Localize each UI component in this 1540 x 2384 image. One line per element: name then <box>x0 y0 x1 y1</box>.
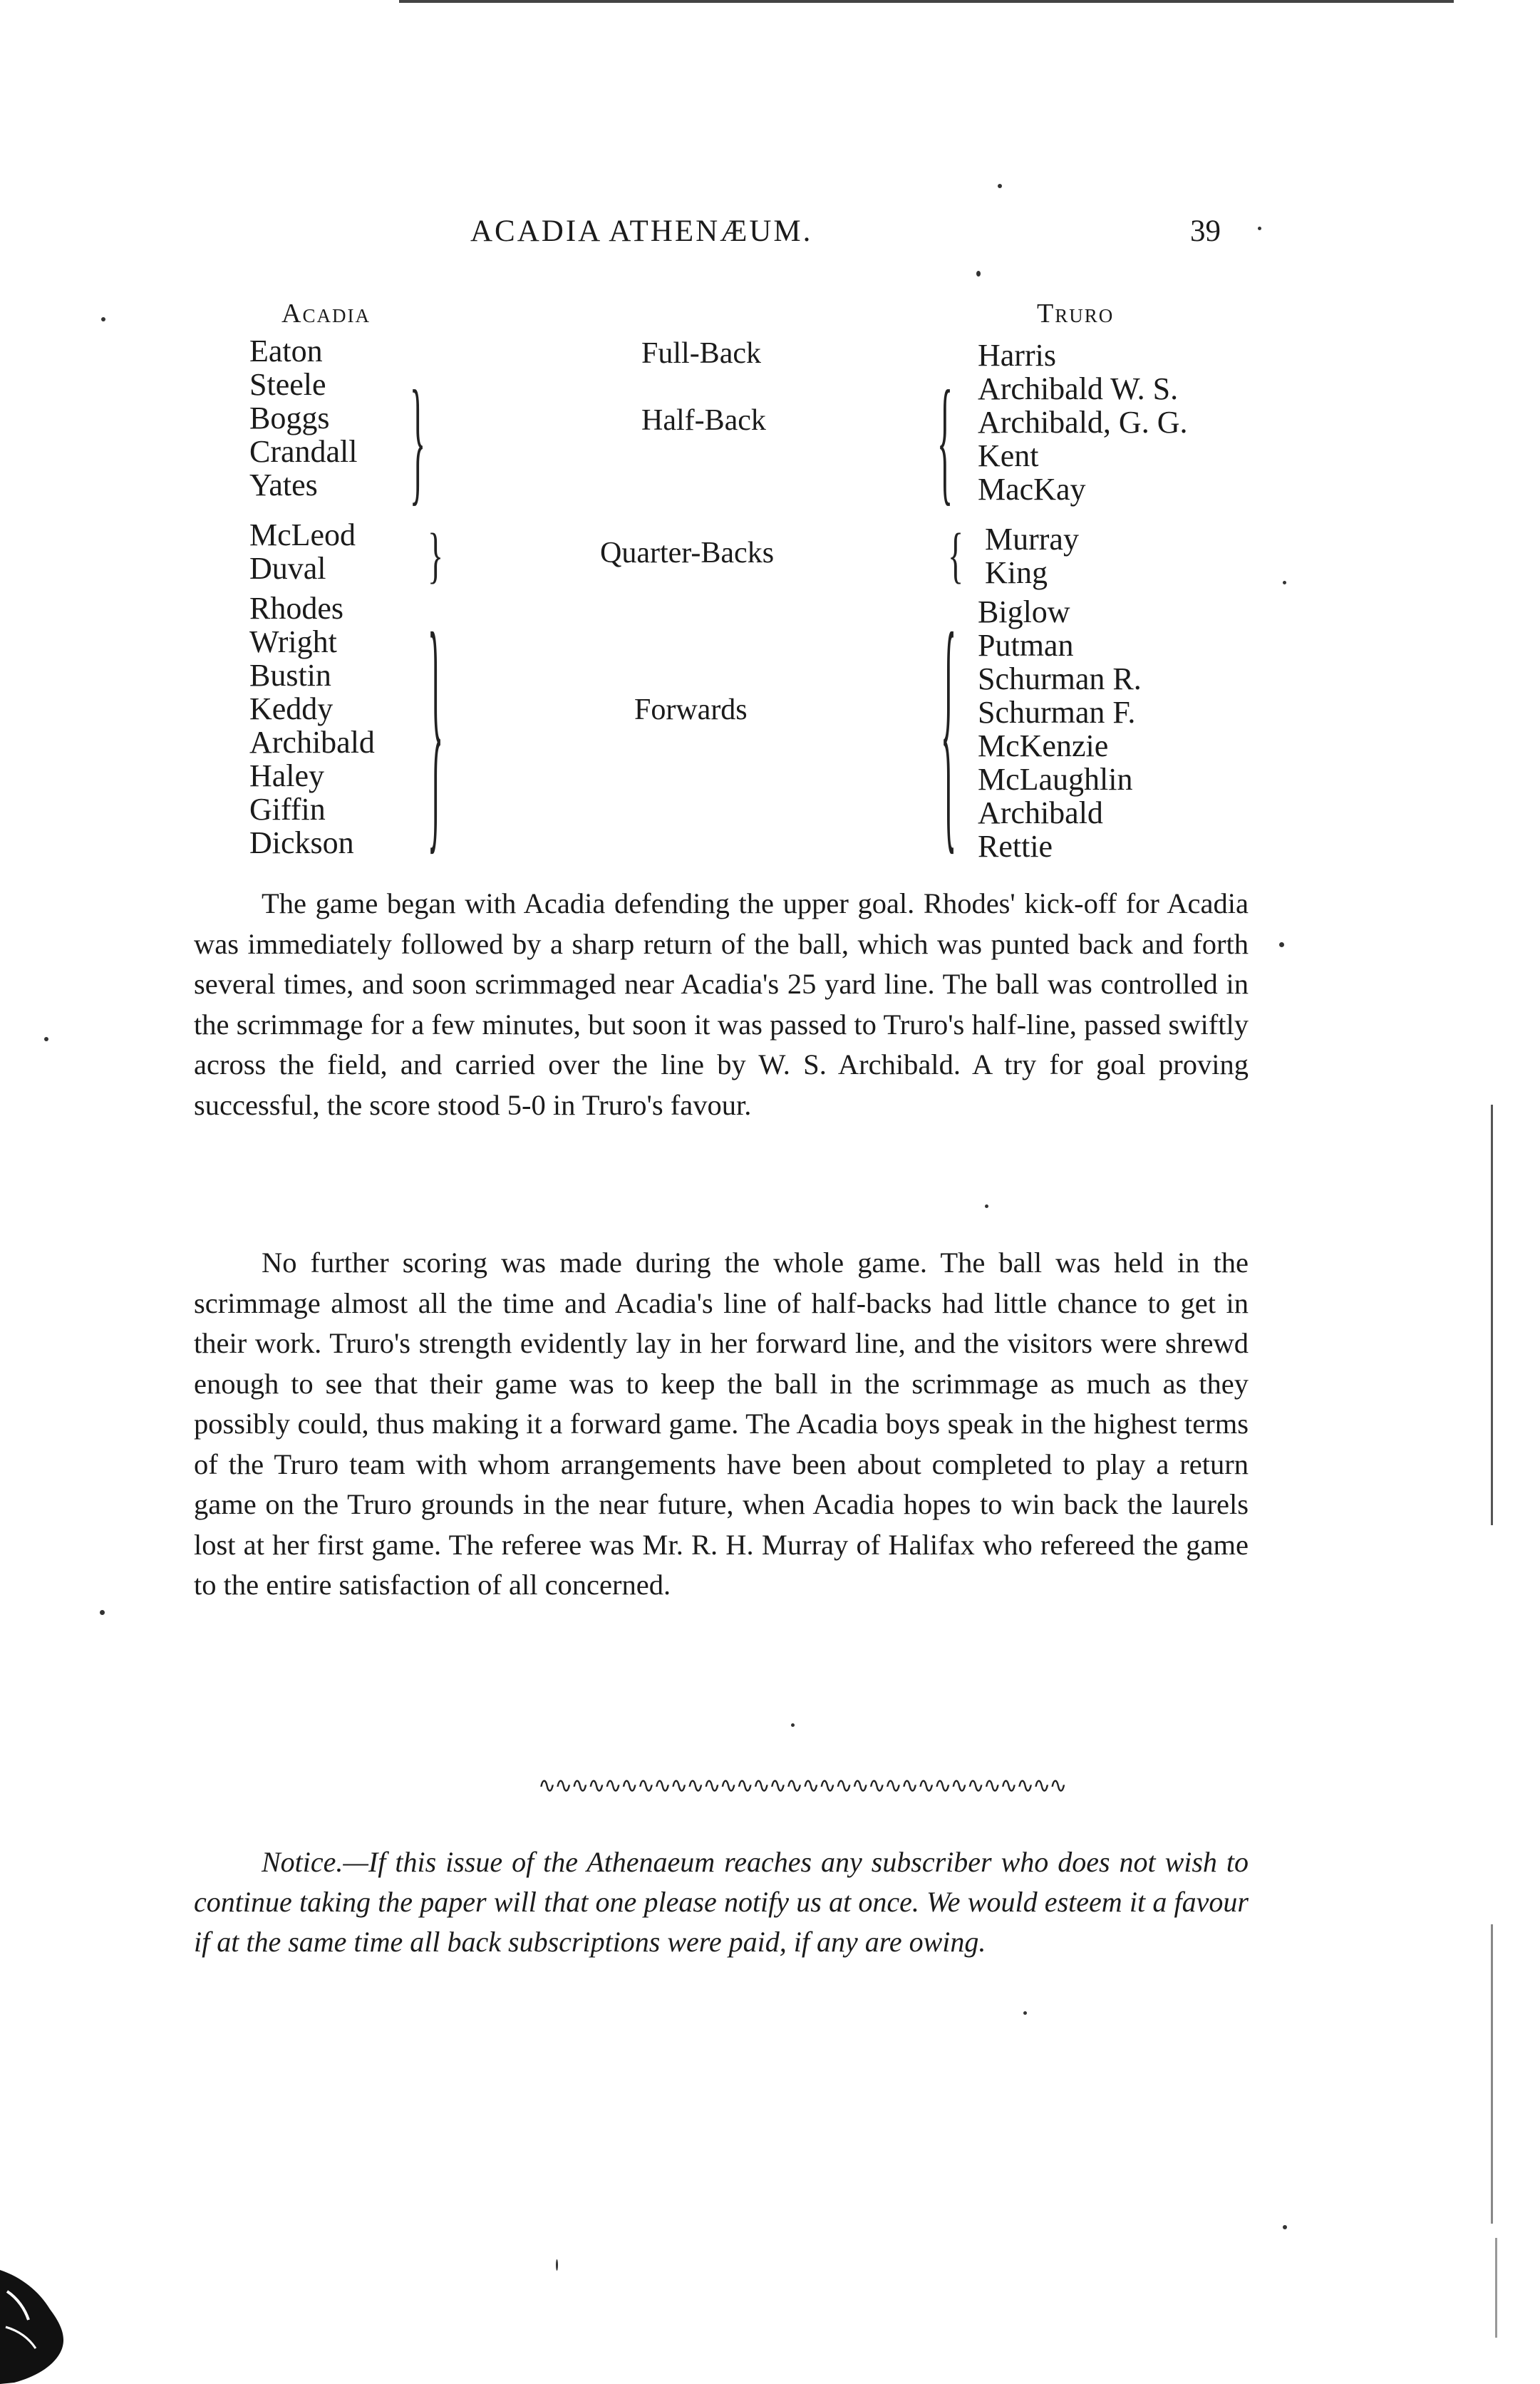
edge-mark <box>1491 1105 1493 1525</box>
acadia-quarter-back-brace: } <box>428 520 444 590</box>
player-name: Harris <box>978 338 1056 373</box>
scan-speck <box>1279 942 1284 947</box>
player-name: Archibald <box>249 725 375 760</box>
acadia-half-back-brace: } <box>410 361 426 518</box>
player-name: Rhodes <box>249 591 343 626</box>
forwards-label: Forwards <box>634 693 748 726</box>
player-name: Eaton <box>249 334 323 368</box>
subscription-notice: Notice.—If this issue of the Athenaeum reaches any subscriber who does not wish to continue taking the paper will that one please notify us at once. We would esteem it a favour if at the same time all back subscriptions were paid, if any are owing. <box>194 1846 1249 1958</box>
truro-full-back <box>978 339 1056 372</box>
player-name: McLaughlin <box>978 762 1133 797</box>
scan-speck <box>985 1204 988 1208</box>
player-name: Haley <box>249 758 325 793</box>
game-report-paragraph-2: No further scoring was made during the whole game. The ball was held in the scrimmage almost all the time and Acadia's line of half-backs had little chance to get in their work. Truro's strength evidently lay in her forward line, and the visitors were shrewd enough to see that their game was to keep the ball in the scrimmage as much as they possibly could, thus making it a forward game. The Acadia boys speak in the highest terms of the Truro team with whom arrangements have been about completed to play a return game on the Truro grounds in the near future, when Acadia hopes to win back the laurels lost at her first game. The referee was Mr. R. H. Murray of Halifax who refereed the game to the entire satisfaction of all concerned. <box>194 1247 1249 1601</box>
edge-mark <box>1491 1924 1493 2224</box>
truro-heading: Truro <box>1037 299 1115 329</box>
scan-speck <box>1283 581 1286 584</box>
player-name: McKenzie <box>978 728 1109 763</box>
player-name: Crandall <box>249 434 358 469</box>
acadia-heading: Acadia <box>281 299 371 329</box>
player-name: King <box>985 555 1048 590</box>
acadia-quarter-backs <box>249 518 356 585</box>
acadia-forwards <box>249 592 375 860</box>
player-name: MacKay <box>978 472 1086 507</box>
quarter-backs-label: Quarter-Backs <box>600 537 775 569</box>
scan-speck <box>998 184 1002 188</box>
full-back-label: Full-Back <box>641 337 761 370</box>
running-title: ACADIA ATHENÆUM. <box>470 215 813 248</box>
truro-half-back-brace: { <box>937 361 954 518</box>
edge-mark <box>1495 2238 1497 2338</box>
corner-ink-blot <box>0 2270 78 2384</box>
truro-quarter-backs <box>985 522 1079 589</box>
acadia-forwards-brace: } <box>428 578 444 877</box>
scan-speck <box>100 1610 105 1615</box>
scan-speck <box>1258 227 1261 230</box>
player-name: Keddy <box>249 691 334 726</box>
player-name: Biglow <box>978 594 1070 629</box>
player-name: Putman <box>978 628 1074 663</box>
player-name: Schurman R. <box>978 661 1142 696</box>
player-name: Archibald W. S. <box>978 371 1179 406</box>
truro-forwards <box>978 595 1142 863</box>
scan-speck <box>976 271 981 277</box>
scan-speck <box>791 1723 795 1727</box>
player-name: McLeod <box>249 517 356 552</box>
player-name: Yates <box>249 468 318 502</box>
scan-speck <box>101 317 105 321</box>
player-name: Kent <box>978 438 1039 473</box>
half-back-label: Half-Back <box>641 404 766 437</box>
player-name: Bustin <box>249 658 331 693</box>
scan-speck <box>44 1037 48 1041</box>
player-name: Archibald <box>978 795 1103 830</box>
scan-speck <box>1283 2225 1287 2229</box>
acadia-half-backs <box>249 368 358 502</box>
truro-half-backs <box>978 372 1188 506</box>
truro-quarter-back-brace: { <box>948 520 964 590</box>
player-name: Murray <box>985 522 1079 557</box>
player-name: Rettie <box>978 829 1053 864</box>
player-name: Duval <box>249 551 326 586</box>
acadia-full-back <box>249 334 323 368</box>
player-name: Giffin <box>249 792 326 827</box>
player-name: Wright <box>249 624 337 659</box>
player-name: Dickson <box>249 825 354 860</box>
player-name: Steele <box>249 367 326 402</box>
truro-forwards-brace: { <box>941 578 957 877</box>
player-name: Archibald, G. G. <box>978 405 1188 440</box>
top-rule <box>399 0 1454 3</box>
scan-speck <box>556 2259 558 2271</box>
scan-speck <box>1023 2011 1027 2015</box>
page-number: 39 <box>1190 215 1221 248</box>
player-name: Boggs <box>249 401 330 435</box>
ornamental-divider: ∿∿∿∿∿∿∿∿∿∿∿∿∿∿∿∿∿∿∿∿∿∿∿∿∿∿∿∿∿∿∿∿ <box>538 1773 1066 1798</box>
player-name: Schurman F. <box>978 695 1136 730</box>
game-report-paragraph-1: The game began with Acadia defending the upper goal. Rhodes' kick-off for Acadia was immediately followed by a sharp return of the ball, which was punted back and forth several times, and soon scrimmaged near Acadia's 25 yard line. The ball was controlled in the scrimmage for a few minutes, but soon it was passed to Truro's half-line, passed swiftly across the field, and carried over the line by W. S. Archibald. A try for goal proving successful, the score stood 5-0 in Truro's favour. <box>194 887 1249 1121</box>
